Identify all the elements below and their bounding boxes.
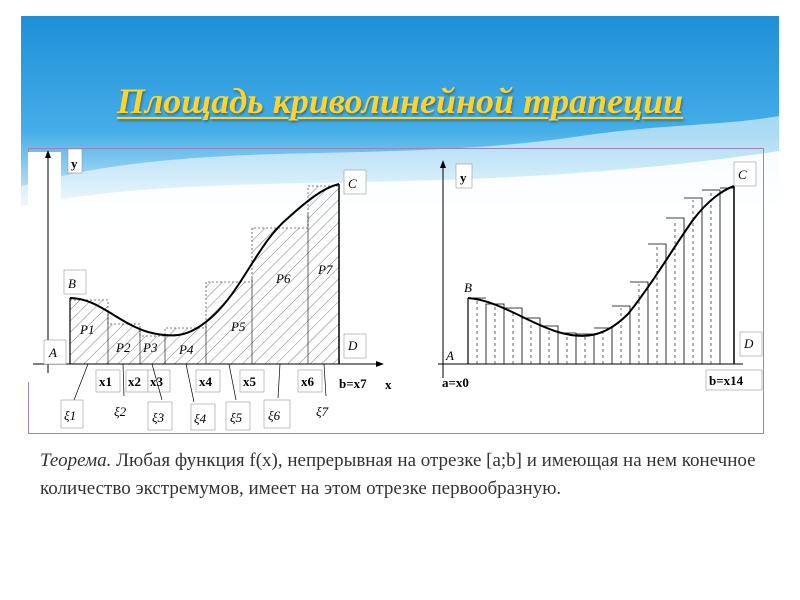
x-label-2: x2 xyxy=(128,374,141,389)
right-point-d: D xyxy=(744,336,754,351)
right-point-b: B xyxy=(464,280,472,295)
start-label-a-x0: a=x0 xyxy=(442,375,469,390)
piece-label-1: P1 xyxy=(80,322,95,337)
piece-label-2: P2 xyxy=(116,340,131,355)
xi-label-4: ξ4 xyxy=(194,411,207,426)
figures xyxy=(28,148,764,434)
right-curve xyxy=(468,186,734,336)
hatched-steps xyxy=(70,186,339,364)
x-label-3: x3 xyxy=(150,374,163,389)
left-trapezoid-diagram xyxy=(28,149,392,430)
xi-label-7: ξ7 xyxy=(316,404,329,419)
piece-label-3: P3 xyxy=(143,340,158,355)
piece-label-5: P5 xyxy=(231,319,246,334)
left-axis-y-label: y xyxy=(71,156,78,171)
theorem-body: Любая функция f(x), непрерывная на отрезке [a;b] и имеющая на нем конечное количество экстремумов, имеет на этом отрезке первообразную. xyxy=(40,450,756,499)
x-label-1: x1 xyxy=(99,374,112,389)
right-axis-y-label: y xyxy=(460,170,467,185)
right-point-c: C xyxy=(738,167,747,182)
right-point-a: A xyxy=(446,348,454,363)
xi-label-2: ξ2 xyxy=(114,404,127,419)
left-point-d: D xyxy=(348,338,358,353)
left-point-a: A xyxy=(49,345,57,360)
piece-label-6: P6 xyxy=(276,271,291,286)
left-axis-x-label: x xyxy=(385,377,392,392)
theorem-lead: Теорема. xyxy=(40,450,112,471)
left-point-c: C xyxy=(348,176,357,191)
xi-label-6: ξ6 xyxy=(268,408,281,423)
right-trapezoid-diagram xyxy=(438,160,762,390)
theorem-text xyxy=(40,447,770,503)
xi-label-5: ξ5 xyxy=(230,410,243,425)
slide-title: Площадь криволинейной трапеции xyxy=(116,81,684,121)
x-label-6: x6 xyxy=(301,374,314,389)
piece-label-4: P4 xyxy=(179,342,194,357)
left-point-b: B xyxy=(68,276,76,291)
end-label-b-x14: b=x14 xyxy=(709,373,744,388)
xi-label-3: ξ3 xyxy=(152,410,165,425)
xi-label-1: ξ1 xyxy=(64,408,77,423)
riemann-rectangles xyxy=(468,186,734,364)
x-label-4: x4 xyxy=(199,374,212,389)
piece-label-7: P7 xyxy=(318,262,333,277)
end-label-b-x7: b=x7 xyxy=(339,376,367,391)
x-label-5: x5 xyxy=(243,374,256,389)
